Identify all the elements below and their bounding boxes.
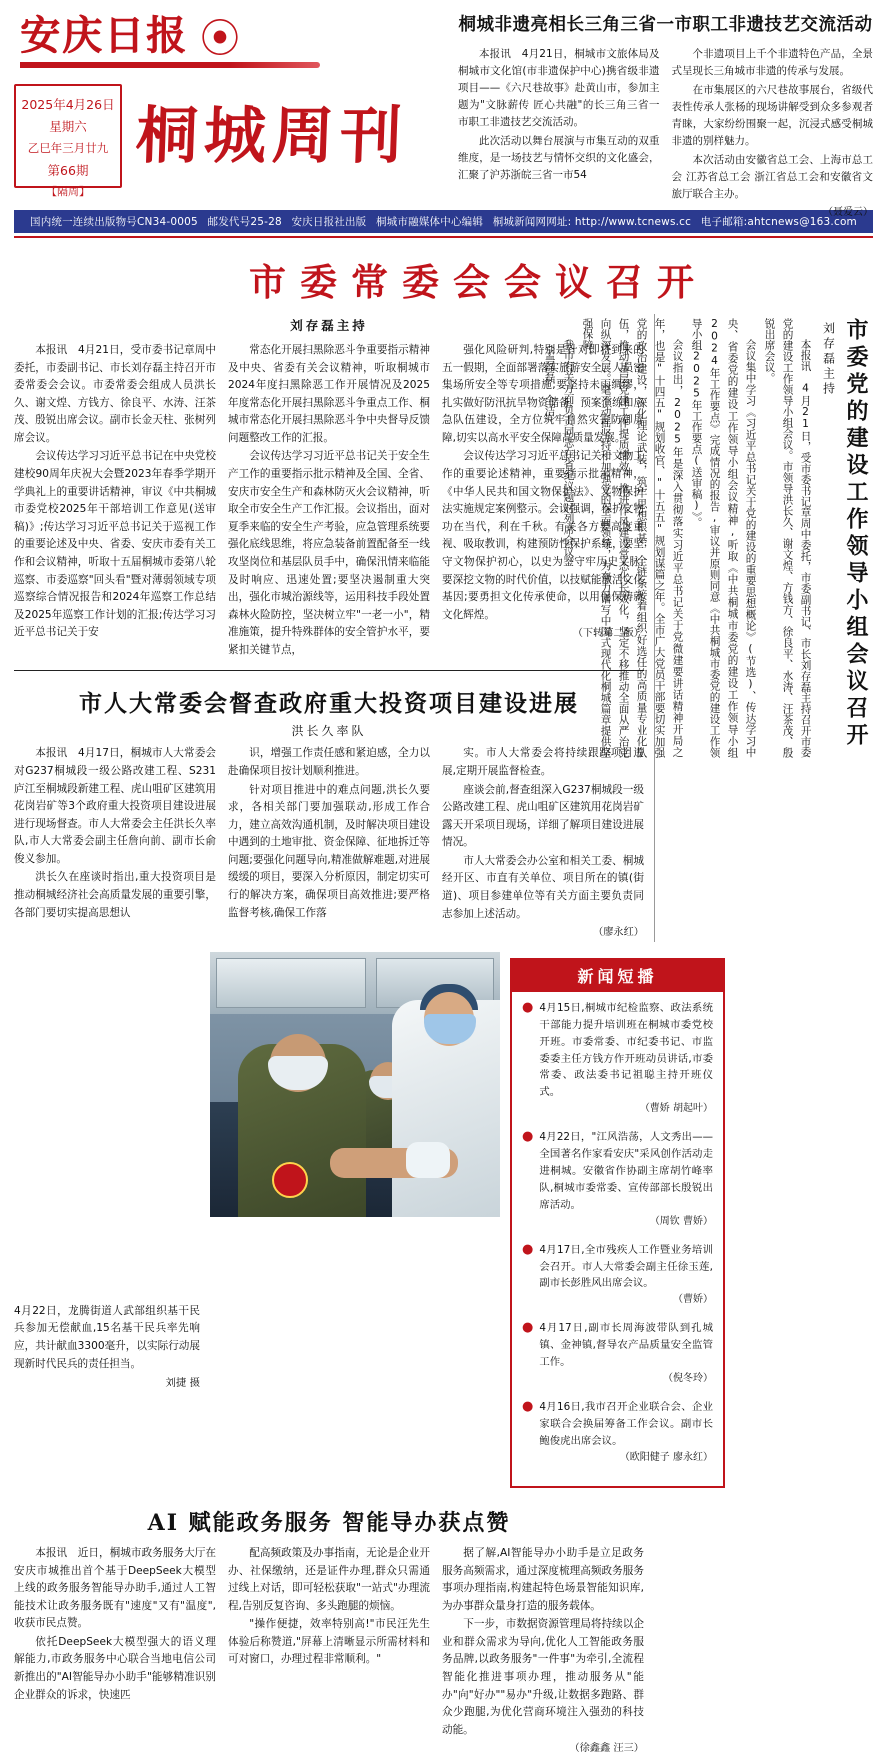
paragraph: 洪长久在座谈时指出,重大投资项目是推动桐城经济社会高质量发展的重要引擎，各部门要切实提高思想认	[14, 871, 216, 919]
list-item	[522, 1242, 713, 1309]
paragraph: 会议传达学习习近平总书记关于安全生产工作的重要指示批示精神及全国、全省、安庆市安全生产和森林防灭火会议精神，听取全市安全生产工作汇报。会议指出，面对夏季来临的安全生产考验，应急管理系统要强化底线思维，将应急装备前置配备至一线攻坚岗位和基层队员手中，确保汛情来临能及时响应、迅速处置;要坚决遏制重大突出，强化市城治源线等，运用科技手段处置森林火险防控，坚决树立牢"一老一小"，精准施策，提升特殊群体的安全管护水平，要紧扣关键节点，	[228, 450, 430, 656]
masthead-left	[14, 8, 444, 204]
section-2-title: 市人大常委会督查政府重大投资项目建设进展	[79, 690, 579, 718]
section-2-byline: 洪长久率队	[291, 724, 367, 739]
section-2-body	[14, 745, 644, 942]
issue-lunar-date: 乙巳年三月廿九	[27, 140, 109, 155]
ai-article-title: AI 赋能政务服务 智能导办获点赞	[147, 1509, 511, 1536]
news-brief-list	[512, 992, 723, 1466]
article-signature: （聂爱云）	[823, 207, 873, 219]
issue-date-box	[14, 84, 122, 198]
ai-col-3	[442, 1545, 644, 1758]
paper-name: 安庆日报	[20, 12, 188, 59]
paragraph: 本报讯 4月21日，桐城市文旅体局及桐城市文化馆(市非遗保护中心)携省级非遗项目——《六尺巷故事》赴黄山市，参加主题为"文脉薪传 匠心共融"的长三角三省一市职工非遗技艺交流活动。	[458, 48, 660, 129]
issue-weekday: 星期六	[49, 118, 87, 134]
photo-credit: 刘捷 摄	[165, 1377, 200, 1390]
main-col-1	[14, 342, 216, 660]
paragraph: 在市集展区的六尺巷故事展台，省级代表性传承人张杨的现场讲解受到众多参观者青睐，大家纷纷围聚一起，沉浸式感受桐城非遗的别样魅力。	[671, 84, 873, 148]
paragraph: 会议集中学习《习近平总书记关于党的建设的重要思想概论》(节选)、传达学习中央、省委党的建设工作领导小组会议精神,听取《中共桐城市委党的建设工作领导小组2024年工作要点》完成情况的报告,审议并原则同意《中共桐城市委党的建设工作领导小组2025年工作要点(送审稿)》。	[690, 318, 757, 758]
photo-caption-column	[14, 952, 200, 1488]
paragraph: 本次活动由安徽省总工会、上海市总工会 江苏省总工会 浙江省总工会和安徽省文旅厅联合主办。	[671, 154, 873, 201]
photo-uniform-badge	[272, 1162, 308, 1198]
bird-icon: ⦿	[200, 16, 240, 62]
paragraph: 本报讯 4月21日，受市委书记章周中委托，市委副书记、市长刘存磊主持召开市委党的建设工作领导小组会议。市领导洪长久、谢文煌、方钱方、徐良平、水涛、汪茶茂、殷锐出席会议。	[763, 318, 812, 758]
brief-signature: （倪冬玲）	[663, 1373, 713, 1385]
lead-article-headline: 桐城非遗亮相长三角三省一市职工非遗技艺交流活动	[458, 15, 873, 35]
paragraph: 常态化开展扫黑除恶斗争重要指示精神及中央、省委有关会议精神，听取桐城市2024年度扫黑除恶工作开展情况及2025年度常态化开展扫黑除恶斗争重点工作、桐城市常态化开展扫黑除恶斗争中央督导反馈问题整改工作的汇报。	[228, 344, 430, 444]
main-byline: 刘存磊主持	[290, 318, 368, 333]
issue-number: 第66期	[47, 162, 89, 178]
list-item	[522, 1399, 713, 1466]
weekly-title	[122, 84, 444, 188]
paragraph: 市人大常委会办公室和相关工委、桐城经开区、市直有关单位、项目所在的镇(街道)、项目参建单位等有关方面主要负责同志参加上述活动。	[442, 854, 644, 920]
bullet-icon: ●	[522, 1241, 534, 1257]
body-grid	[14, 314, 873, 942]
paragraph: 配高频政策及办事指南，无论是企业开办、社保缴纳，还是证件办理,群众只需通过线上对话，即可轻松获取"一站式"办理流程,告别反复咨询、多头跑腿的烦恼。	[228, 1546, 430, 1612]
paragraph: 会议传达学习习近平总书记在中央党校建校90周年庆祝大会暨2023年春季学期开学典礼上的重要讲话精神，审议《中共桐城市委党校2025年干部培训工作意见(送审稿)》;传达学习习近平总书记关于巡视工作的重要论述及中央、省委、安庆市委有关工作和会议精神，听取十五届桐城市委第八轮巡察、市委巡察"回头看"暨对薄弱领域专项巡察综合情况报告和2024年巡察工作总结及2025年巡察工作计划的汇报;传达学习习近平总书记关于安	[14, 450, 216, 639]
brief-text	[539, 1000, 713, 1117]
list-item	[522, 1129, 713, 1229]
brief-text	[539, 1320, 713, 1387]
masthead	[14, 8, 873, 219]
brief-body: 4月16日,我市召开企业联合会、企业家联合会换届筹备工作会议。副市长鲍俊虎出席会议。	[539, 1401, 713, 1447]
photo-caption-block	[14, 1303, 200, 1392]
paragraph: 会议传达学习习近平总书记关于文物工作的重要论述精神，重要指示批示精神，《中华人民共和国文物保护法》、文物保护法实施规定案例整示。会议强调，保护文物功在当代，利在千秋。有关各方要高度重视、吸取教训，构建预防性保护系统，要坚守文物保护初心，以史为鉴守牢历史文脉;要深挖文物的时代价值，以技赋能激活文化基因;要勇担文化传承使命，以用促保铸就文化辉煌。	[442, 450, 644, 621]
sec2-col-2	[228, 745, 430, 942]
paragraph: 本报讯 4月21日，受市委书记章周中委托，市委副书记、市长刘存磊主持召开市委常委会会议。市委常委会组成人员洪长久、谢文煌、方钱方、徐良平、水涛、汪茶茂、殷锐出席会议。副市长金天柱、张树列席会议。	[14, 344, 216, 444]
brief-body: 4月15日,桐城市纪检监察、政法系统干部能力提升培训班在桐城市委党校开班。市委常委、市纪委书记、市监委委主任方钱方作开班动员讲话,市委常委、政法委书记祖聪主持开班仪式。	[539, 1002, 713, 1099]
ai-col-2	[228, 1545, 430, 1758]
issue-frequency: 【隔周】	[46, 184, 90, 198]
paragraph: 据了解,AI智能导办小助手是立足政务服务高频需求，通过深度梳理高频政务服务事项办理指南,构建起特色场景智能知识库,为办事群众量身打造的服务载体。	[442, 1546, 644, 1612]
lead-article-body	[458, 46, 873, 221]
sec2-col-1	[14, 745, 216, 942]
brief-signature: （曹娇 胡起叶）	[639, 1103, 713, 1115]
ai-col-1	[14, 1545, 216, 1758]
photo-bus-window-left	[216, 958, 366, 1008]
lead-article	[444, 8, 873, 219]
vertical-article-title: 市委党的建设工作领导小组会议召开	[843, 318, 869, 750]
lead-article-col-2	[672, 46, 874, 221]
paper-logo	[14, 8, 444, 70]
ai-article-body	[14, 1545, 644, 1758]
postal-code: 邮发代号25-28	[207, 216, 282, 228]
bullet-icon: ●	[522, 1129, 534, 1145]
publisher-name: 安庆日报社出版	[291, 216, 367, 228]
paragraph: 个非遗项目上千个非遗特色产品，全景式呈现长三角城市非遗的传承与发展。	[671, 48, 873, 78]
paragraph: "操作便捷，效率特别高!"市民汪先生体验后称赞道,"屏幕上清晰显示所需材料和可对窗口，办理过程非常顺利。"	[228, 1618, 430, 1666]
paragraph: 本报讯 4月17日，桐城市人大常委会对G237桐城段一级公路改建工程、S231庐江至桐城段新建工程、虎山咀矿区建筑用花岗岩矿等3个政府重大投资项目建设进展进行现场督查。市人大常委会主任洪长久率队,市人大常委会副主任詹向前、副市长俞俊义参加。	[14, 747, 216, 865]
photo-nurse-glove	[406, 1142, 450, 1178]
photo-and-brief-row	[14, 952, 873, 1488]
bullet-icon: ●	[522, 1000, 534, 1016]
website-url[interactable]: 桐城新闻网网址: http://www.tcnews.cc	[492, 216, 692, 228]
brief-body: 4月17日,副市长周海波带队到孔城镇、金神镇,督导农产品质量安全监管工作。	[539, 1322, 713, 1369]
paragraph: 下一步，市数据资源管理局将持续以企业和群众需求为导向,优化人工智能政务服务品牌,以政务服务"一件事"为牵引,全流程智能化推进事项办理，推动服务从"能办"向"好办""易办"升级,让数据多跑路、群众少跑腿,为优化营商环境注入强劲的科技动能。	[442, 1618, 644, 1736]
paragraph: 实。市人大常委会将持续跟踪项目进展,定期开展监督检查。	[442, 747, 644, 777]
brief-signature: （欧阳健子 廖永红）	[619, 1451, 713, 1463]
news-photo	[210, 952, 500, 1217]
article-signature: （徐鑫鑫 汪三）	[569, 1743, 644, 1755]
email-address[interactable]: 电子邮箱:ahtcnews@163.com	[700, 216, 857, 228]
paragraph: 强化风险研判,特别是针对即将到来的五一假期，全面部署落实旅游安全、人员密集场所安全等专项措施;要坚持未雨绸缪，扎实做好防汛抗旱物资储备、预案演练和应急队伍建设，全方位筑牢自然灾害防御屏障,切实以高水平安全保障高质量发展。	[442, 344, 644, 444]
brief-signature: （周钦 曹娇）	[649, 1215, 713, 1227]
brief-text	[539, 1242, 713, 1309]
editor-name: 桐城市融媒体中心编辑	[376, 216, 484, 228]
news-brief-box	[510, 958, 725, 1488]
article-signature: （廖永红）	[593, 927, 644, 939]
bullet-icon: ●	[522, 1399, 534, 1415]
brief-signature: （曹娇）	[673, 1294, 713, 1306]
paragraph: 座谈会前,督查组深入G237桐城段一级公路改建工程、虎山咀矿区建筑用花岗岩矿露天开采项目现场，详细了解项目建设进展情况。	[442, 783, 644, 849]
paragraph: 针对项目推进中的难点问题,洪长久要求，各相关部门要加强联动,形成工作合力，建立高效沟通机制，及时解决项目建设中遇到的土地审批、资金保障、征地拆迁等问题;要强化问题导向,精准做解难题,对进展缓缓的项目，要深入分析原因，制定切实可行的解决方案，确保项目高效推进;要严格监督考核,确保工作落	[228, 783, 430, 919]
masthead-main	[14, 84, 444, 198]
continued-marker: （下转第二版）	[572, 628, 644, 640]
brief-body: 4月22日，"江风浩荡，人文秀出——全国著名作家看安庆"采风创作活动走进桐城。安徽省作协副主席胡竹峰率队,桐城市委常委、宣传部部长殷锐出席活动。	[539, 1131, 713, 1211]
weekly-title-text: 桐城周刊	[134, 99, 410, 172]
article-signature: （孟磊磊 全洁）	[543, 339, 556, 428]
page-title: 市委常委会会议召开	[249, 260, 708, 304]
news-brief-header: 新闻短播	[512, 960, 723, 992]
paragraph: 识，增强工作责任感和紧迫感，全力以赴确保项目按计划顺利推进。	[228, 747, 430, 777]
vertical-article-body	[540, 318, 815, 758]
paragraph: 依托DeepSeek大模型强大的语义理解能力,市政务服务中心联合当地电信公司新推出的"AI智能导办小助手"能够精准识别企业群众的诉求，快速匹	[14, 1635, 216, 1701]
brief-body: 4月17日,全市残疾人工作暨业务培训会召开。市人大常委会副主任徐玉莲,副市长彭胜风出席会议。	[539, 1243, 713, 1290]
issue-date: 2025年4月26日	[21, 97, 115, 112]
paragraph: 会议指出，2025年是深入贯彻落实习近平总书记关于党微建要讲话精神开局之年，也是"十四五"规划收官、"十五五"规划谋篇之年。全市广大党员干部要切实加强党的政治建设，深化理论武装，筑牢思想根基，全链条接着组织好选任的高质量专业化队伍，推动基层党建工作提质增效，推进作风建设常态化长效化，坚定不移推动全面从严治党向纵深发展。毫不动摇坚持和加强党的全面领导，为奋力谱写中国式现代化桐城篇章提供坚强保障。	[581, 318, 684, 758]
issn-number: 国内统一连续出版物号CN34-0005	[30, 216, 198, 228]
list-item	[522, 1320, 713, 1387]
vertical-article-byline: 刘存磊主持	[821, 322, 836, 397]
paragraph: 此次活动以舞台展演与市集互动的双重维度，是一场技艺与情怀交织的文化盛会，汇聚了沪苏浙皖三省一市54	[458, 135, 660, 182]
bullet-icon: ●	[522, 1320, 534, 1336]
paragraph: 本报讯 近日，桐城市政务服务大厅在安庆市城推出首个基于DeepSeek大模型上线的政务服务智能导办助手,通过人工智能技术让政务服务既有"速度"又有"温度",收获市民点赞。	[14, 1546, 216, 1630]
main-col-2	[228, 342, 430, 660]
ai-article-section	[14, 1500, 873, 1758]
brief-text	[539, 1129, 713, 1229]
brief-text	[539, 1399, 713, 1466]
logo-underline	[20, 62, 320, 68]
paragraph: 我市有关方面负责同志在省纪议题时列席会议。	[562, 339, 575, 569]
sec2-col-3	[442, 745, 644, 942]
brief-column	[510, 952, 873, 1488]
photo-caption-text: 4月22日，龙腾街道人武部组织基干民兵参加无偿献血,15名基干民兵率先响应，共计献血3300毫升，以实际行动展现新时代民兵的责任担当。	[14, 1304, 200, 1370]
lead-article-col-1	[458, 46, 660, 221]
list-item	[522, 1000, 713, 1117]
